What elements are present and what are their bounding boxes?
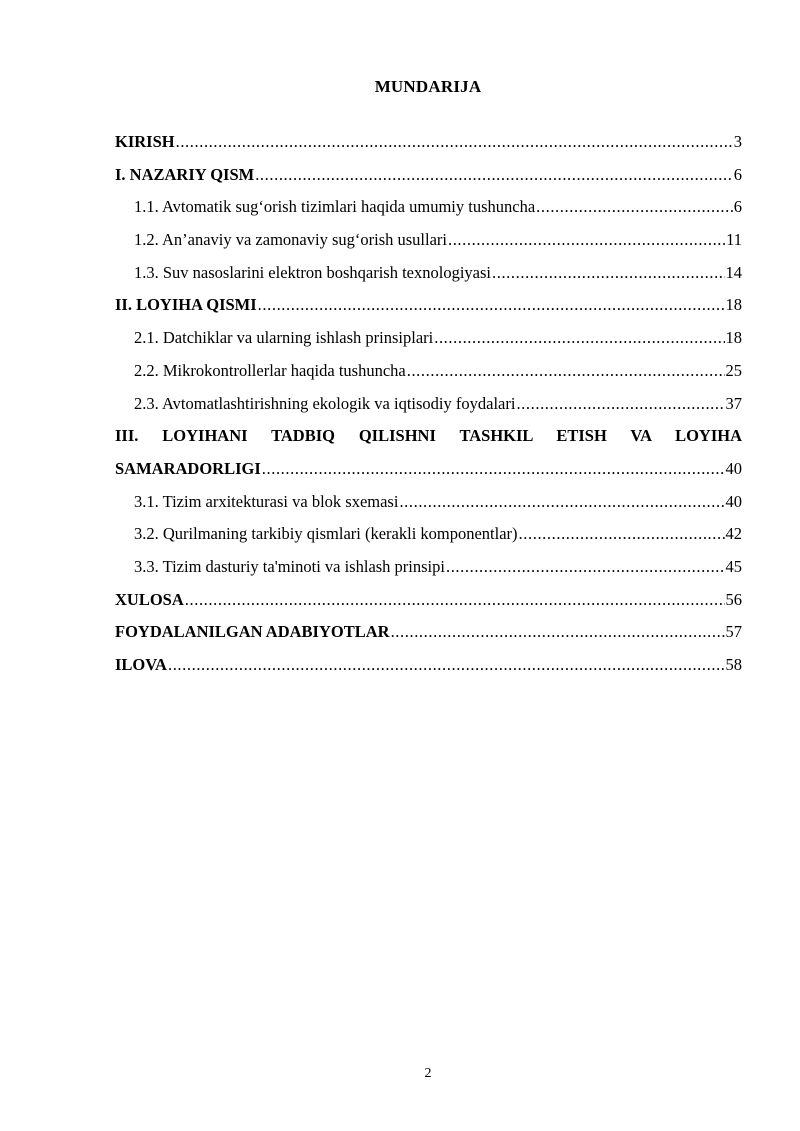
toc-entry-label: 2.1. Datchiklar va ularning ishlash prinsiplari (134, 328, 434, 348)
toc-entry-2-1[interactable] (115, 322, 742, 355)
toc-entry-ilova[interactable] (115, 649, 742, 682)
dot-leader (434, 322, 724, 355)
toc-entry-label: 1.3. Suv nasoslarini elektron boshqarish texnologiyasi (134, 262, 491, 282)
toc-entry-label: ILOVA (115, 655, 167, 674)
toc-entry-page: 42 (725, 524, 742, 544)
toc-entry-page: 18 (725, 328, 742, 348)
toc-entry-page: 3 (733, 132, 742, 151)
toc-entry-part2[interactable] (115, 289, 742, 322)
toc-entry-part3[interactable] (115, 453, 742, 486)
toc-entry-page: 45 (725, 556, 742, 576)
toc-entry-page: 6 (733, 197, 742, 217)
toc-entry-page: 40 (725, 491, 742, 511)
toc-entry-label: I. NAZARIY QISM (115, 164, 255, 184)
dot-leader (168, 649, 725, 682)
dot-leader (258, 289, 725, 322)
dot-leader (446, 551, 725, 584)
toc-entry-label: 2.2. Mikrokontrollerlar haqida tushuncha (134, 360, 406, 380)
toc-entry-page: 14 (725, 262, 742, 282)
dot-leader (536, 191, 733, 224)
toc-entry-label: 1.2. An’anaviy va zamonaviy sug‘orish usullari (134, 230, 447, 250)
toc-entry-label: KIRISH (115, 132, 175, 151)
dot-leader (492, 257, 725, 290)
toc-entry-xulosa[interactable] (115, 584, 742, 617)
toc-entry-part3-line1[interactable] (115, 420, 742, 453)
dot-leader (176, 126, 733, 159)
toc-entry-3-2[interactable] (115, 518, 742, 551)
toc-entry-label: SAMARADORLIGI (115, 458, 261, 478)
toc-entry-label: 3.2. Qurilmaning tarkibiy qismlari (kerakli komponentlar) (134, 524, 518, 544)
toc-entry-label: 3.1. Tizim arxitekturasi va blok sxemasi (134, 491, 399, 511)
dot-leader (448, 224, 725, 257)
toc-entry-1-3[interactable] (115, 257, 742, 290)
toc-entry-page: 56 (725, 589, 742, 609)
page-title: MUNDARIJA (374, 77, 482, 96)
toc-entry-label: 2.3. Avtomatlashtirishning ekologik va iqtisodiy foydalari (134, 393, 516, 413)
table-of-contents (115, 126, 742, 682)
dot-leader (255, 159, 733, 192)
dot-leader (519, 518, 725, 551)
toc-entry-page: 58 (725, 655, 742, 674)
toc-entry-label: 3.3. Tizim dasturiy ta'minoti va ishlash prinsipi (134, 556, 445, 576)
toc-entry-label: FOYDALANILGAN ADABIYOTLAR (115, 622, 390, 642)
dot-leader (185, 584, 725, 617)
toc-entry-page: 57 (725, 622, 742, 642)
toc-entry-adabiyotlar[interactable] (115, 616, 742, 649)
toc-entry-page: 37 (725, 393, 742, 413)
toc-entry-1-1[interactable] (115, 191, 742, 224)
toc-entry-page: 40 (725, 458, 742, 478)
dot-leader (516, 388, 724, 421)
dot-leader (407, 355, 725, 388)
toc-entry-page: 6 (733, 164, 742, 184)
toc-entry-label: III. LOYIHANI TADBIQ QILISHNI TASHKIL ETISH VA LOYIHA (115, 426, 742, 446)
dot-leader (399, 486, 724, 519)
toc-entry-3-3[interactable] (115, 551, 742, 584)
toc-entry-label: II. LOYIHA QISMI (115, 295, 257, 315)
toc-entry-page: 11 (726, 230, 742, 250)
toc-entry-page: 18 (725, 295, 742, 315)
toc-entry-part1[interactable] (115, 159, 742, 192)
toc-entry-page: 25 (725, 360, 742, 380)
toc-entry-label: XULOSA (115, 589, 184, 609)
toc-entry-3-1[interactable] (115, 486, 742, 519)
page-number: 2 (424, 1066, 432, 1081)
toc-entry-1-2[interactable] (115, 224, 742, 257)
toc-entry-2-3[interactable] (115, 388, 742, 421)
toc-entry-label: 1.1. Avtomatik sug‘orish tizimlari haqida umumiy tushuncha (134, 197, 536, 217)
toc-entry-2-2[interactable] (115, 355, 742, 388)
dot-leader (391, 616, 725, 649)
toc-entry-kirish[interactable] (115, 126, 742, 159)
dot-leader (262, 453, 725, 486)
